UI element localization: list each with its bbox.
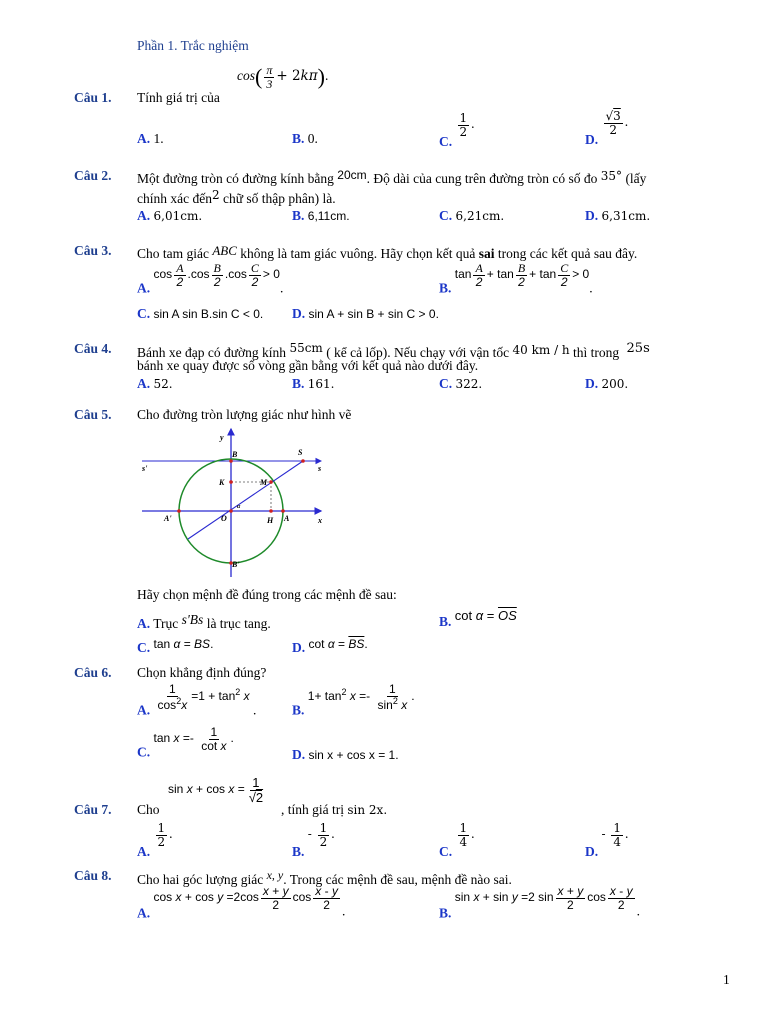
q8-option-a[interactable]: A. cos x + cos y =2cos $\frac{x + y}{2}$ cos $\frac{x - y}{2}$ . (137, 884, 346, 921)
option-label: B. (292, 131, 305, 146)
q3-option-d[interactable] (292, 306, 439, 322)
option-label: C. (439, 134, 453, 150)
q3-option-c-value: sin A sin B.sin C < 0. (153, 307, 264, 321)
question-7-cho: Cho (137, 802, 160, 817)
q2-option-a[interactable] (137, 208, 202, 224)
q4-option-b[interactable] (292, 376, 334, 392)
point-k (229, 480, 233, 484)
question-6-text: Chọn khẳng định đúng? (137, 665, 267, 680)
option-label: C. (137, 640, 151, 655)
ray-om (188, 461, 303, 539)
part-title: Phần 1. Trắc nghiệm (137, 38, 249, 53)
option-label: A. (137, 702, 151, 718)
question-2-text-line2: chính xác đến2 chữ số thập phân) là. (137, 188, 336, 206)
option-label: A. (137, 376, 151, 391)
q2-option-b[interactable] (292, 208, 350, 224)
q3-option-b[interactable]: B. tan $\frac{A}{2}$ + tan $\frac{B}{2}$ + tan $\frac{C}{2}$ > 0. (439, 261, 593, 296)
trig-circle-figure (136, 425, 336, 585)
q1-option-a-value: 1. (153, 131, 164, 146)
option-label: B. (292, 376, 305, 391)
option-label: B. (439, 614, 452, 629)
option-label: B. (292, 844, 305, 860)
point-m (269, 480, 273, 484)
option-label: A. (137, 616, 151, 631)
option-label: A. (137, 905, 151, 921)
q6-option-b[interactable]: B. $1+ \tan^2 x$ =- $\frac{1}{\sin^2 x}$ . (292, 682, 415, 718)
q5-option-c[interactable]: C. tan α = BS. (137, 637, 214, 655)
q2-option-a-value: 6,01cm. (153, 209, 203, 223)
option-label: A. (137, 131, 151, 146)
q4-option-b-value: 161. (307, 377, 335, 391)
q7-option-a[interactable]: A. $\frac{1}{2}$ . (137, 821, 173, 860)
option-label: D. (292, 640, 306, 655)
point-a (281, 509, 285, 513)
q8-option-b[interactable]: B. sin x + sin y =2 sin $\frac{x + y}{2}$ cos $\frac{x - y}{2}$ . (439, 884, 640, 921)
q7-option-c[interactable]: C. $\frac{1}{4}$ . (439, 821, 475, 860)
option-label: D. (585, 208, 599, 223)
q4-option-a-value: 52. (153, 377, 173, 391)
q6-option-d[interactable] (292, 747, 399, 763)
question-1-expression: cos( $\frac{\pi}{3}$ + 2kπ). (237, 63, 329, 91)
label-K: K (219, 478, 225, 487)
question-6-number: Câu 6. (74, 665, 112, 680)
label-O: O (221, 514, 227, 523)
option-label: D. (585, 844, 599, 860)
question-4-text-line2: bánh xe quay được số vòng gần bằng với kết quả nào dưới đây. (137, 358, 479, 373)
q2-option-d-value: 6,31cm. (601, 209, 651, 223)
option-label: B. (439, 905, 452, 921)
q2-option-b-value: 6,11cm. (307, 209, 350, 223)
question-3-number: Câu 3. (74, 243, 112, 258)
question-7-given: sin x + cos x = $\frac{1}{√2}$ (168, 775, 264, 805)
option-label: B. (292, 702, 305, 718)
question-5-text: Cho đường tròn lượng giác như hình vẽ (137, 407, 352, 422)
point-b (229, 459, 233, 463)
question-8-number: Câu 8. (74, 868, 112, 883)
question-1-number: Câu 1. (74, 90, 112, 105)
option-label: C. (439, 376, 453, 391)
option-label: B. (439, 280, 452, 296)
q3-option-a[interactable]: A. cos $\frac{A}{2}$ .cos $\frac{B}{2}$ .cos $\frac{C}{2}$ > 0. (137, 261, 284, 296)
label-S: S (298, 448, 303, 457)
option-label: C. (137, 744, 151, 760)
option-label: C. (137, 306, 151, 321)
q1-option-b[interactable] (292, 131, 318, 147)
q2-option-c[interactable] (439, 208, 504, 224)
question-4-number: Câu 4. (74, 341, 112, 356)
label-alpha: α (237, 504, 241, 510)
option-label: D. (292, 747, 306, 762)
q7-option-b[interactable]: B. - $\frac{1}{2}$ . (292, 821, 335, 860)
label-x: x (318, 516, 322, 525)
question-1-text: Tính giá trị của (137, 90, 220, 105)
label-y: y (220, 433, 224, 442)
point-o (229, 509, 233, 513)
question-5-number: Câu 5. (74, 407, 112, 422)
question-3-text: Cho tam giác ABC không là tam giác vuông. Hãy chọn kết quả sai trong các kết quả sau đây. (137, 243, 638, 261)
question-2-number: Câu 2. (74, 168, 112, 183)
question-7-ask: , tính giá trị sin 2x. (281, 802, 388, 817)
q3-option-c[interactable] (137, 306, 263, 322)
q4-option-d-value: 200. (601, 377, 629, 391)
q7-option-d[interactable]: D. - $\frac{1}{4}$ . (585, 821, 629, 860)
q1-option-c[interactable]: C. $\frac{1}{2}$ . (439, 111, 475, 150)
q4-option-a[interactable] (137, 376, 173, 392)
q5-option-b[interactable]: B. $\cot \alpha = \overline{OS}$ (439, 608, 517, 629)
label-B-prime: B' (232, 560, 240, 569)
question-4-text-line1: Bánh xe đạp có đường kính 55cm ( kể cả lốp). Nếu chạy với vận tốc 40 km / h thì trong 25s (137, 341, 650, 360)
option-label: D. (292, 306, 306, 321)
q2-option-d[interactable] (585, 208, 650, 224)
point-h (269, 509, 273, 513)
q1-option-a[interactable] (137, 131, 164, 147)
option-label: D. (585, 376, 599, 391)
option-label: A. (137, 280, 151, 296)
label-M: M (260, 478, 268, 487)
option-label: A. (137, 844, 151, 860)
q4-option-c[interactable] (439, 376, 482, 392)
q5-option-a[interactable]: A. Trục s'Bs là trục tang. (137, 612, 271, 631)
q6-option-d-value: sin x + cos x = 1. (308, 748, 399, 762)
option-label: D. (585, 132, 599, 148)
q4-option-d[interactable] (585, 376, 628, 392)
q3-option-d-value: sin A + sin B + sin C > 0. (308, 307, 439, 321)
q1-option-d[interactable]: D. $\frac{√3}{2}$ . (585, 109, 629, 148)
label-H: H (267, 516, 274, 525)
q6-option-c[interactable]: C. tan x =- $\frac{1}{\text{cot x}}$ . (137, 725, 234, 760)
q5-option-d[interactable]: D. $\cot \alpha = \overline{BS}$. (292, 637, 368, 655)
question-5-prompt: Hãy chọn mệnh đề đúng trong các mệnh đề sau: (137, 587, 397, 602)
question-7-number: Câu 7. (74, 802, 112, 817)
label-A: A (284, 514, 290, 523)
point-s (301, 459, 305, 463)
option-label: C. (439, 844, 453, 860)
question-2-text-line1: Một đường tròn có đường kính bằng 20cm. Độ dài của cung trên đường tròn có số đo 35° (lấy (137, 168, 647, 186)
option-label: A. (137, 208, 151, 223)
question-8-text: Cho hai góc lượng giác x, y. Trong các mệnh đề sau, mệnh đề nào sai. (137, 868, 512, 887)
q4-option-c-value: 322. (455, 377, 483, 391)
q2-option-c-value: 6,21cm. (455, 209, 505, 223)
label-A-prime: A' (164, 514, 172, 523)
q6-option-a[interactable]: A. $\frac{1}{\cos^2x}$ $=1 + \tan^2 x$ . (137, 682, 257, 718)
page-number: 1 (723, 972, 730, 987)
q1-option-b-value: 0. (307, 131, 318, 146)
option-label: C. (439, 208, 453, 223)
label-B: B (232, 450, 238, 459)
label-s: s (318, 464, 322, 473)
option-label: B. (292, 208, 305, 223)
label-s-prime: s' (142, 464, 148, 473)
point-a-prime (177, 509, 181, 513)
